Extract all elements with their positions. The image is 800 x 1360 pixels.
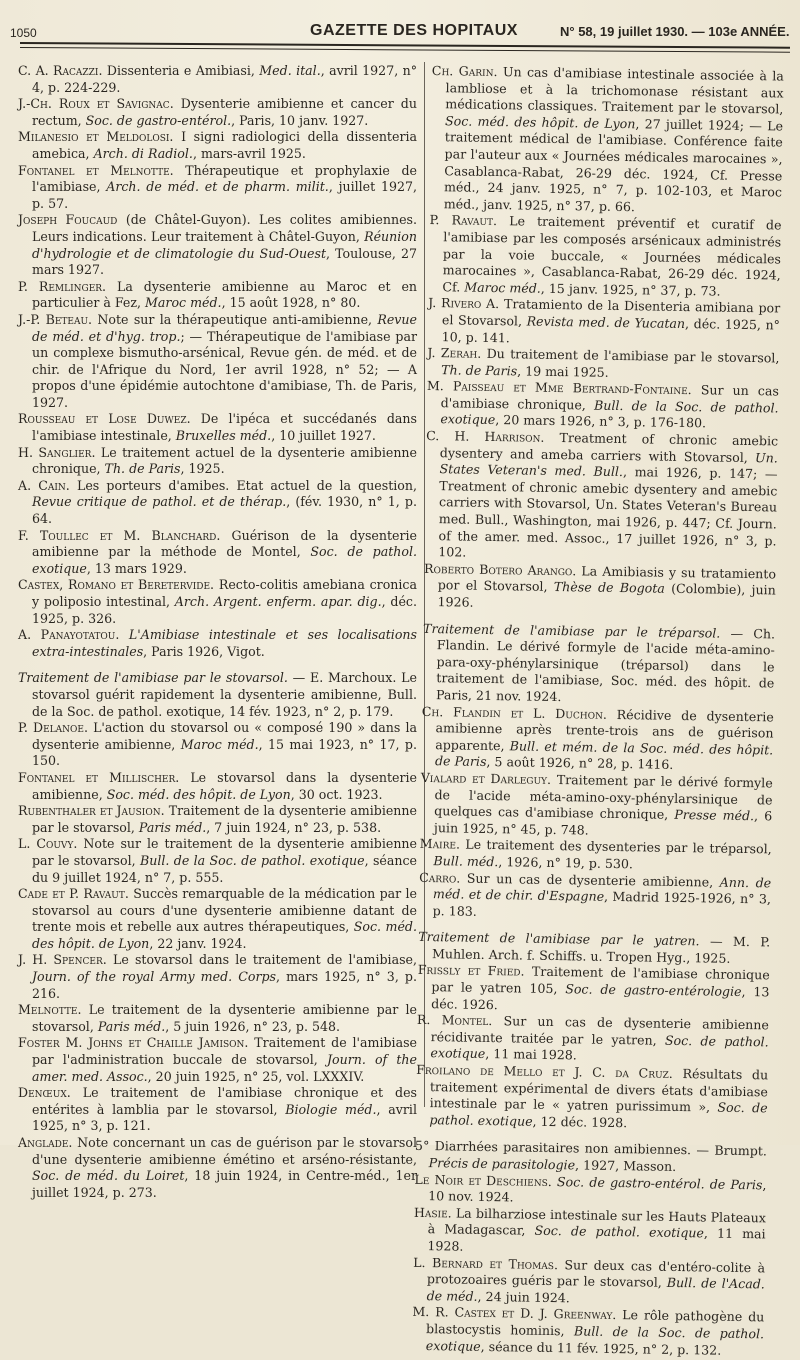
entry-details: , 11 mai 1928.: [485, 1046, 577, 1062]
entry-details: , 10 nov. 1924.: [428, 1177, 766, 1205]
bibliography-entry: [428, 212, 781, 300]
bibliography-entry: [18, 129, 417, 162]
entry-details: , 15 janv. 1925, n° 37, p. 73.: [541, 280, 721, 298]
entry-details: , 30 oct. 1923.: [291, 787, 383, 802]
entry-author: L. Couvy.: [18, 836, 77, 851]
entry-text: La Amibiasis y su tratamiento por el Stovarsol,: [438, 563, 776, 594]
entry-source: Bruxelles méd.: [176, 428, 271, 443]
entry-source: Soc. méd. des hôpit. de Lyon: [107, 787, 291, 802]
entry-source: Th. de Paris: [105, 461, 181, 476]
entry-source: Ann. de méd. et de chir. d'Espagne: [433, 874, 771, 904]
entry-author: A. Panayotatou.: [18, 627, 119, 642]
entry-author: C. H. Harrison.: [426, 428, 545, 445]
entry-source: Revista med. de Yucatan: [527, 313, 686, 330]
entry-details: , 20 juin 1925, n° 25, vol. LXXXIV.: [148, 1069, 365, 1084]
entry-text: La dysenterie amibienne au Maroc et en particulier à Fez,: [32, 279, 417, 311]
entry-source: Journ. of the amer. med. Assoc.: [32, 1052, 417, 1084]
entry-source: Bull. de la Soc. de pathol. exotique: [426, 1323, 764, 1353]
entry-text: Le stovarsol dans le traitement de l'amibiase,: [107, 952, 417, 967]
entry-details: , mars 1925, n° 3, p. 216.: [32, 969, 417, 1001]
entry-author: Fontanel et Melnotte.: [18, 163, 174, 178]
bibliography-entry: [413, 1205, 766, 1260]
entry-source: Maroc méd.: [464, 279, 541, 295]
entry-details: , 20 mars 1926, n° 3, p. 176-180.: [495, 413, 706, 431]
entry-source: Biologie méd.: [285, 1102, 376, 1117]
entry-details: , 1926, n° 19, p. 530.: [498, 854, 633, 871]
bibliography-entry: [418, 929, 770, 968]
entry-author: Maire.: [420, 836, 461, 852]
entry-text: Sur un cas de dysenterie amibienne,: [460, 870, 720, 889]
entry-details: — M. P. Muhlen. Arch. f. Schiffs. u. Tropen Hyg., 1925.: [432, 934, 770, 966]
bibliography-entry: [18, 952, 417, 1002]
page-number: 1050: [10, 26, 37, 40]
bibliography-entry: [415, 1062, 768, 1134]
entry-author: Hasie.: [414, 1205, 452, 1221]
entry-details: , séance du 9 juillet 1924, n° 7, p. 555.: [32, 853, 417, 885]
entry-text: Sur deux cas d'entéro-colite à protozoaires guéris par le stovarsol,: [427, 1257, 765, 1290]
bibliography-entry: [412, 1304, 765, 1359]
entry-details: , 19 mai 1925.: [517, 363, 609, 379]
entry-author: Melnotte.: [18, 1002, 81, 1017]
entry-details: , 13 mars 1929.: [87, 561, 187, 576]
bibliography-entry: [428, 295, 781, 350]
entry-author: Frissly et Fried.: [418, 962, 525, 979]
entry-source: L'Amibiase intestinale et ses localisations extra-intestinales: [32, 627, 417, 659]
entry-text: Treatment of chronic amebic dysentery and ameba carriers with Stovarsol,: [440, 430, 778, 465]
entry-source: Arch. Argent. enferm. apar. dig.: [175, 594, 382, 609]
entry-author: Vialard et Darleguy.: [421, 770, 552, 787]
bibliography-entry: [18, 803, 417, 836]
right-column: [412, 63, 784, 1359]
entry-author: Rubenthaler et Jausion.: [18, 803, 165, 818]
entry-source: Journ. of the royal Army med. Corps: [32, 969, 276, 984]
entry-author: J. Rivero A.: [428, 295, 499, 311]
entry-author: Joseph Foucaud: [18, 212, 117, 227]
entry-details: , 1925.: [181, 461, 225, 476]
entry-source: Soc. de gastro-entérol. de Paris: [557, 1174, 763, 1192]
bibliography-entry: [426, 378, 779, 433]
bibliography-entry: [18, 63, 417, 96]
entry-author: Foster M. Johns et Chaille Jamison.: [18, 1035, 248, 1050]
entry-author: J.-P. Beteau.: [18, 312, 92, 327]
entry-details: — Ch. Flandin. Le dérivé formyle de l'acide méta-amino-para-oxy-phénylarsinique (tréparsol) dans le traitement de l'amibiase, Soc. méd. des hôpit. de Paris, 21 nov. 1924.: [436, 625, 775, 704]
entry-text: Le traitement préventif et curatif de l'amibiase par les composés arsénicaux administrés par la voie buccale, « Journées médicales marocaines », Casablanca-Rabat, 26-29 déc. 1924, Cf.: [442, 213, 781, 294]
entry-source: Soc. de pathol. exotique: [534, 1223, 704, 1241]
entry-details: , 7 juin 1924, n° 23, p. 538.: [206, 820, 381, 835]
entry-author: P. Ravaut.: [429, 212, 497, 228]
entry-text: Le traitement de la dysenterie amibienne par le stovarsol,: [32, 1002, 417, 1034]
entry-details: , mai 1926, p. 147; — Treatment of chronic amebic dysentery and amebic carriers with Stovarsol, Un. States Veteran's Bureau med. Bull., Washington, mai 1926, p. 447; Cf. Journ. of the amer. med. Assoc., 17 juillet 1926, n° 3, p. 102.: [438, 464, 777, 560]
entry-text: Recto-colitis amebiana cronica y poliposio intestinal,: [32, 577, 417, 609]
entry-text: Le traitement de l'amibiase chronique et des entérites à lamblia par le stovarsol,: [32, 1085, 417, 1117]
entry-author: Fontanel et Millischer.: [18, 770, 179, 785]
entry-source: Soc. méd. des hôpit. de Lyon: [32, 919, 417, 951]
entry-details: , séance du 11 fév. 1925, n° 2, p. 132.: [481, 1338, 722, 1357]
bibliography-entry: [18, 577, 417, 627]
entry-text: Succès remarquable de la médication par le stovarsol au cours d'une dysenterie amibienne datant de trente mois et rebelle aux autres thérapeutiques,: [32, 886, 417, 934]
entry-author: Carro.: [419, 869, 460, 885]
entry-text: Dysenterie amibienne et cancer du rectum,: [32, 96, 417, 128]
entry-source: Paris méd.: [98, 1019, 165, 1034]
entry-author: Roberto Botero Arango.: [424, 561, 577, 578]
issue-info: N° 58, 19 juillet 1930. — 103e ANNÉE.: [560, 24, 789, 39]
entry-details: , déc. 1925, n° 10, p. 141.: [442, 316, 780, 345]
entry-source: Traitement de l'amibiase par le yatren.: [418, 929, 700, 948]
entry-text: Le traitement des dysenteries par le tréparsol,: [460, 837, 772, 857]
entry-details: , 22 janv. 1924.: [149, 936, 246, 951]
entry-source: Soc. de gastro-entérologie: [565, 981, 741, 999]
entry-details: , 1927, Masson.: [575, 1157, 676, 1174]
entry-source: Bull. de la Soc. de pathol. exotique: [440, 397, 778, 427]
entry-source: Presse méd.: [674, 807, 754, 823]
entry-details: (Colombie), juin 1926.: [437, 581, 775, 610]
entry-source: Thèse de Bogota: [554, 579, 665, 596]
entry-text: Tratamiento de la Disenteria amibiana por el Stovarsol,: [442, 296, 780, 328]
entry-source: Soc. de méd. du Loiret: [32, 1168, 184, 1183]
entry-source: Bull. méd.: [433, 853, 498, 869]
entry-source: Un. States Veteran's med. Bull.: [440, 450, 778, 480]
entry-author: Cade et P. Ravaut.: [18, 886, 129, 901]
entry-text: Récidive de dysenterie amibienne après trente-trois ans de guérison apparente,: [435, 706, 774, 753]
entry-text: Le stovarsol dans la dysenterie amibienne,: [32, 770, 417, 802]
entry-source: Arch. de méd. et de pharm. milit.: [106, 179, 329, 194]
entry-details: , 18 juin 1924, in Centre-méd., 1er juillet 1924, p. 273.: [32, 1168, 417, 1200]
entry-details: , avril 1927, n° 4, p. 224-229.: [32, 63, 417, 95]
bibliography-entry: [18, 720, 417, 770]
entry-text: Les porteurs d'amibes. Etat actuel de la question,: [70, 478, 417, 493]
entry-details: — E. Marchoux. Le stovarsol guérit rapidement la dysenterie amibienne, Bull. de la Soc. de pathol. exotique, 14 fév. 1923, n° 2, p. 179.: [32, 670, 417, 718]
entry-details: , 15 mai 1923, n° 17, p. 150.: [32, 737, 417, 769]
entry-author: J. H. Spencer.: [18, 952, 107, 967]
entry-details: , 12 déc. 1928.: [532, 1114, 627, 1130]
entry-source: Maroc méd.: [145, 295, 222, 310]
entry-details: , 6 juin 1925, n° 45, p. 748.: [434, 808, 772, 837]
entry-text: Sur un cas d'amibiase chronique,: [441, 382, 779, 412]
entry-author: J.-Ch. Roux et Savignac.: [18, 96, 174, 111]
entry-author: H. Sanglier.: [18, 445, 95, 460]
entry-author: Anglade.: [18, 1135, 72, 1150]
bibliography-entry: [18, 411, 417, 444]
entry-author: P. Delanoe.: [18, 720, 88, 735]
entry-author: P. Remlinger.: [18, 279, 106, 294]
entry-text: Sur un cas de dysenterie amibienne récidivante traitée par le yatren,: [431, 1013, 769, 1047]
entry-author: F. Toullec et M. Blanchard.: [18, 528, 220, 543]
bibliography-entry: [18, 212, 417, 278]
bibliography-entry: [427, 345, 779, 384]
running-header: [0, 18, 800, 42]
bibliography-entry: [18, 670, 417, 720]
entry-text: Guérison de la dysenterie amibienne par la méthode de Montel,: [32, 528, 417, 560]
bibliography-entry: [18, 627, 417, 660]
entry-author: Castex, Romano et Beretervide.: [18, 577, 214, 592]
entry-source: Arch. di Radiol.: [94, 146, 193, 161]
entry-author: M. Paisseau et Mme Bertrand-Fontaine.: [427, 378, 692, 397]
entry-text: La bilharziose intestinale sur les Hauts Plateaux à Madagascar,: [428, 1205, 766, 1238]
entry-text: L'action du stovarsol ou « composé 190 » dans la dysenterie amibienne,: [32, 720, 417, 752]
left-column: [18, 63, 417, 1201]
bibliography-entry: [18, 163, 417, 213]
entry-details: , avril 1925, n° 3, p. 121.: [32, 1102, 417, 1134]
entry-text: Le rôle pathogène du blastocystis hominis,: [426, 1307, 764, 1338]
entry-author: Ch. Flandin et L. Duchon.: [422, 703, 607, 721]
entry-source: Bull. de la Soc. de pathol. exotique: [140, 853, 365, 868]
entry-text: Traitement de l'amibiase chronique par le yatren 105,: [431, 964, 769, 996]
entry-author: Le Noir et Deschiens.: [414, 1171, 552, 1188]
bibliography-entry: [18, 836, 417, 886]
entry-details: , 15 août 1928, n° 80.: [222, 295, 361, 310]
entry-source: Bull. de l'Acad. de méd.: [427, 1275, 765, 1304]
bibliography-entry: [18, 96, 417, 129]
entry-source: Soc. de gastro-entérol.: [86, 113, 231, 128]
entry-text: [119, 627, 129, 642]
entry-author: Milanesio et Meldolosi.: [18, 129, 173, 144]
entry-details: , Paris, 10 janv. 1927.: [231, 113, 368, 128]
bibliography-entry: [415, 1138, 767, 1177]
bibliography-entry: [424, 428, 778, 566]
entry-details: , juillet 1927, p. 57.: [32, 179, 417, 211]
bibliography-entry: [18, 1035, 417, 1085]
entry-details: , (fév. 1930, n° 1, p. 64.: [32, 494, 417, 526]
entry-source: Soc. de pathol. exotique: [32, 544, 417, 576]
entry-details: , 11 mai 1928.: [427, 1226, 765, 1254]
entry-source: Med. ital.: [259, 63, 320, 78]
bibliography-entry: [419, 869, 772, 924]
entry-source: Soc. de pathol. exotique: [430, 1033, 768, 1062]
entry-source: Th. de Paris: [441, 362, 517, 378]
entry-details: , déc. 1925, p. 326.: [32, 594, 417, 626]
bibliography-entry: [18, 886, 417, 952]
entry-text: Résultats du traitement expérimental de divers états d'amibiase intestinale par le « yatren purissimum »,: [430, 1066, 769, 1115]
bibliography-entry: [419, 836, 771, 875]
entry-source: Maroc méd.: [181, 737, 259, 752]
entry-text: Un cas d'amibiase intestinale associée à la lambliose et à la trichomonase résistant aux médications classiques. Traitement par le stovarsol,: [445, 64, 784, 117]
entry-text: Dissenteria e Amibiasi,: [102, 63, 259, 78]
entry-text: De l'ipéca et succédanés dans l'amibiase intestinale,: [32, 411, 417, 443]
journal-title: GAZETTE DES HOPITAUX: [310, 22, 518, 40]
entry-source: Réunion d'hydrologie et de climatologie du Sud-Ouest: [32, 229, 417, 261]
entry-author: A. Cain.: [18, 478, 70, 493]
entry-text: Traitement de la dysenterie amibienne par le stovarsol,: [32, 803, 417, 835]
bibliography-entry: [18, 770, 417, 803]
entry-text: Traitement de l'amibiase par l'administration buccale de stovarsol,: [32, 1035, 417, 1067]
entry-text: Note concernant un cas de guérison par le stovarsol d'une dysenterie amibienne émétino et arséno-résistante,: [32, 1135, 417, 1167]
entry-author: M. R. Castex et D. J. Greenway.: [412, 1304, 616, 1322]
entry-details: , 24 juin 1924.: [478, 1289, 570, 1305]
bibliography-entry: [423, 561, 776, 616]
entry-author: Froilano de Mello et J. C. da Cruz.: [416, 1062, 673, 1081]
entry-author: Denœux.: [18, 1085, 71, 1100]
entry-details: , Madrid 1925-1926, n° 3, p. 183.: [433, 889, 771, 919]
entry-details: , 27 juillet 1924; — Le traitement médical de l'amibiase. Conférence faite par l'auteur aux « Journées médicales marocaines », Casablanca-Rabat, 26-29 déc. 1924, Cf. Presse méd., 24 janv. 1925, n° 7, p. 102-103, et Maroc méd., janv. 1925, n° 37, p. 66.: [444, 116, 783, 214]
bibliography-entry: [421, 703, 774, 775]
bibliography-entry: [18, 478, 417, 528]
entry-text: Traitement par le dérivé formyle de l'acide méta-amino-oxy-phénylarsinique de quelques cas d'amibiase chronique,: [434, 772, 773, 822]
entry-source: Soc. de pathol. exotique: [429, 1100, 767, 1129]
entry-text: Du traitement de l'amibiase par le stovarsol,: [481, 346, 779, 366]
entry-text: Note sur la thérapeutique anti-amibienne,: [92, 312, 377, 327]
bibliography-entry: [18, 528, 417, 578]
bibliography-entry: [420, 770, 773, 842]
entry-details: , 5 août 1926, n° 28, p. 1416.: [486, 754, 673, 772]
entry-author: R. Montel.: [417, 1012, 493, 1028]
bibliography-entry: [18, 1002, 417, 1035]
bibliography-entry: [417, 962, 770, 1017]
entry-source: Revue critique de pathol. et de thérap.: [32, 494, 286, 509]
entry-source: Soc. méd. des hôpit. de Lyon: [445, 113, 636, 131]
entry-author: L. Bernard et Thomas.: [413, 1254, 558, 1271]
bibliography-entry: [430, 63, 784, 218]
entry-text: (de Châtel-Guyon). Les colites amibiennes. Leurs indications. Leur traitement à Châtel-Guyon,: [32, 212, 417, 244]
bibliography-entry: [413, 1254, 766, 1309]
entry-source: Bull. et mém. de la Soc. méd. des hôpit. de Paris: [435, 738, 773, 769]
entry-details: , Toulouse, 27 mars 1927.: [32, 246, 417, 278]
entry-author: Ch. Garin.: [432, 63, 498, 79]
entry-text: I signi radiologici della dissenteria amebica,: [32, 129, 417, 161]
bibliography-entry: [422, 621, 775, 709]
entry-text: Thérapeutique et prophylaxie de l'amibiase,: [32, 163, 417, 195]
entry-text: Note sur le traitement de la dysenterie amibienne par le stovarsol,: [32, 836, 417, 868]
bibliography-entry: [18, 1085, 417, 1135]
entry-author: Rousseau et Lose Duwez.: [18, 411, 191, 426]
entry-details: , 13 déc. 1926.: [431, 984, 769, 1012]
entry-details: ; — Thérapeutique de l'amibiase par un complexe bismutho-arsénical, Revue gén. de méd. et de chir. de l'Afrique du Nord, 1er avril 1928, n° 52; — A propos d'une épidémie autochtone d'amibiase, Th. de Paris, 1927.: [32, 329, 417, 410]
entry-details: , 10 juillet 1927.: [271, 428, 376, 443]
entry-source: Paris méd.: [139, 820, 206, 835]
entry-source: Précis de parasitologie: [429, 1155, 576, 1172]
entry-source: Traitement de l'amibiase par le tréparsol.: [423, 621, 720, 641]
entry-details: , mars-avril 1925.: [193, 146, 306, 161]
entry-text: Le traitement actuel de la dysenterie amibienne chronique,: [32, 445, 417, 477]
entry-source: Revue de méd. et d'hyg. trop.: [32, 312, 417, 344]
bibliography-entry: [18, 445, 417, 478]
bibliography-entry: [18, 279, 417, 312]
entry-details: , 5 juin 1926, n° 23, p. 548.: [165, 1019, 340, 1034]
entry-source: Traitement de l'amibiase par le stovarsol.: [18, 670, 288, 685]
bibliography-entry: [416, 1012, 769, 1067]
entry-author: J. Zerah.: [427, 345, 481, 361]
entry-text: 5° Diarrhées parasitaires non amibiennes. — Brumpt.: [415, 1138, 767, 1159]
bibliography-entry: [18, 312, 417, 412]
bibliography-entry: [414, 1171, 766, 1210]
entry-author: C. A. Racazzi.: [18, 63, 102, 78]
entry-details: , Paris 1926, Vigot.: [143, 644, 265, 659]
